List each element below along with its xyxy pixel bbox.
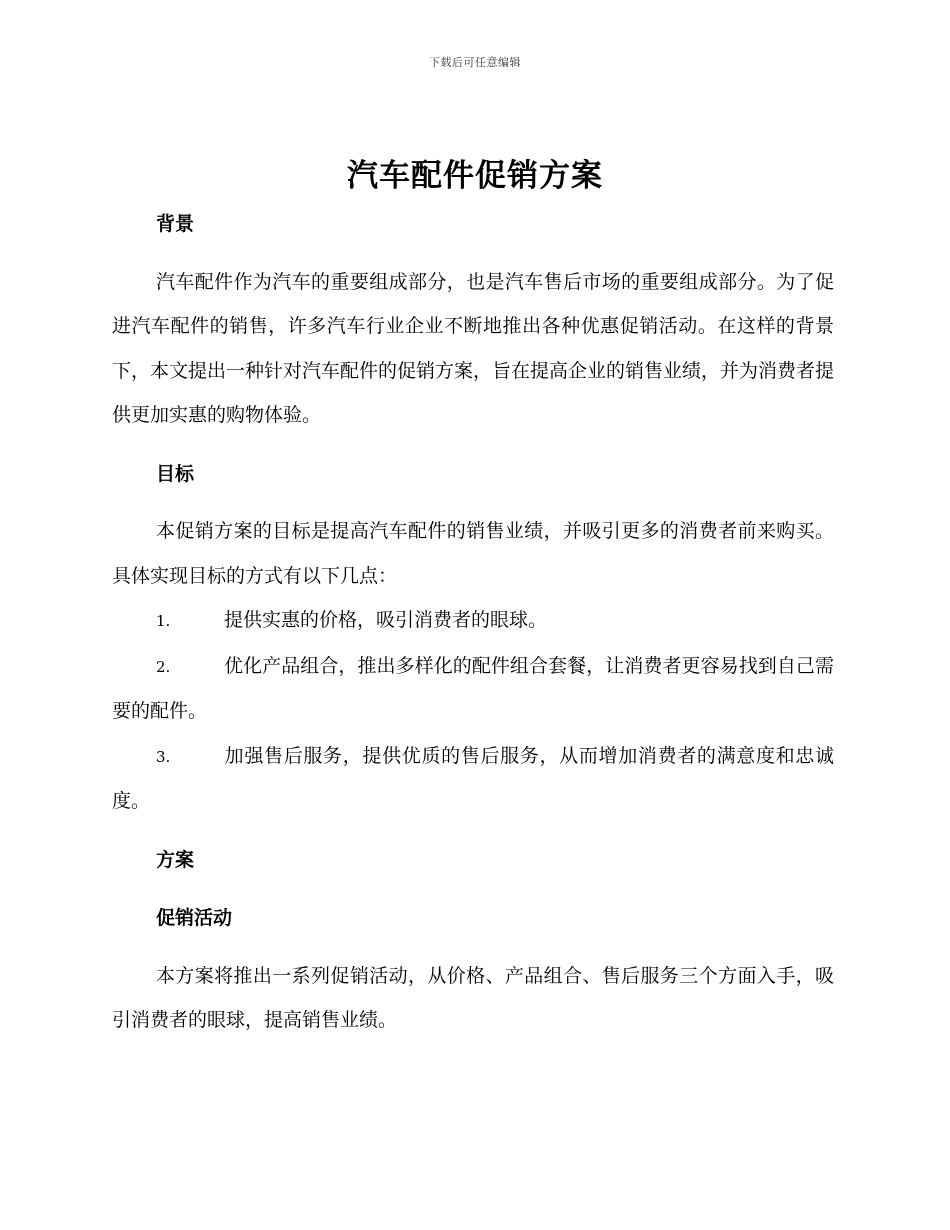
sub-heading-promotion: 促销活动 (156, 907, 233, 929)
list-number: 2. (156, 657, 171, 676)
section-heading-background: 背景 (156, 213, 195, 235)
list-item-text: 优化产品组合，推出多样化的配件组合套餐，让消费者更容易找到自己需要的配件。 (112, 654, 834, 722)
goal-list-item (112, 734, 834, 824)
list-number: 3. (156, 747, 171, 766)
section-heading-plan: 方案 (156, 848, 195, 871)
list-number: 1. (156, 612, 171, 630)
goal-list-item (112, 644, 834, 734)
background-paragraph: 汽车配件作为汽车的重要组成部分，也是汽车售后市场的重要组成部分。为了促进汽车配件的销售，许多汽车行业企业不断地推出各种优惠促销活动。在这样的背景下，本文提出一种针对汽车配件的促销方案，旨在提高企业的销售业绩，并为消费者提供更加实惠的购物体验。 (112, 270, 835, 426)
document-body (112, 202, 834, 1043)
list-item-text: 加强售后服务，提供优质的售后服务，从而增加消费者的满意度和忠诚度。 (112, 744, 834, 812)
goal-paragraph: 本促销方案的目标是提高汽车配件的销售业绩，并吸引更多的消费者前来购买。具体实现目标的方式有以下几点： (112, 520, 834, 587)
header-note: 下载后可任意编辑 (429, 56, 521, 69)
section-heading-goal: 目标 (156, 462, 195, 485)
goal-list-item (112, 598, 834, 644)
page-title: 汽车配件促销方案 (347, 158, 603, 194)
plan-paragraph: 本方案将推出一系列促销活动，从价格、产品组合、售后服务三个方面入手，吸引消费者的眼球，提高销售业绩。 (112, 964, 834, 1031)
list-item-text: 提供实惠的价格，吸引消费者的眼球。 (224, 609, 548, 631)
